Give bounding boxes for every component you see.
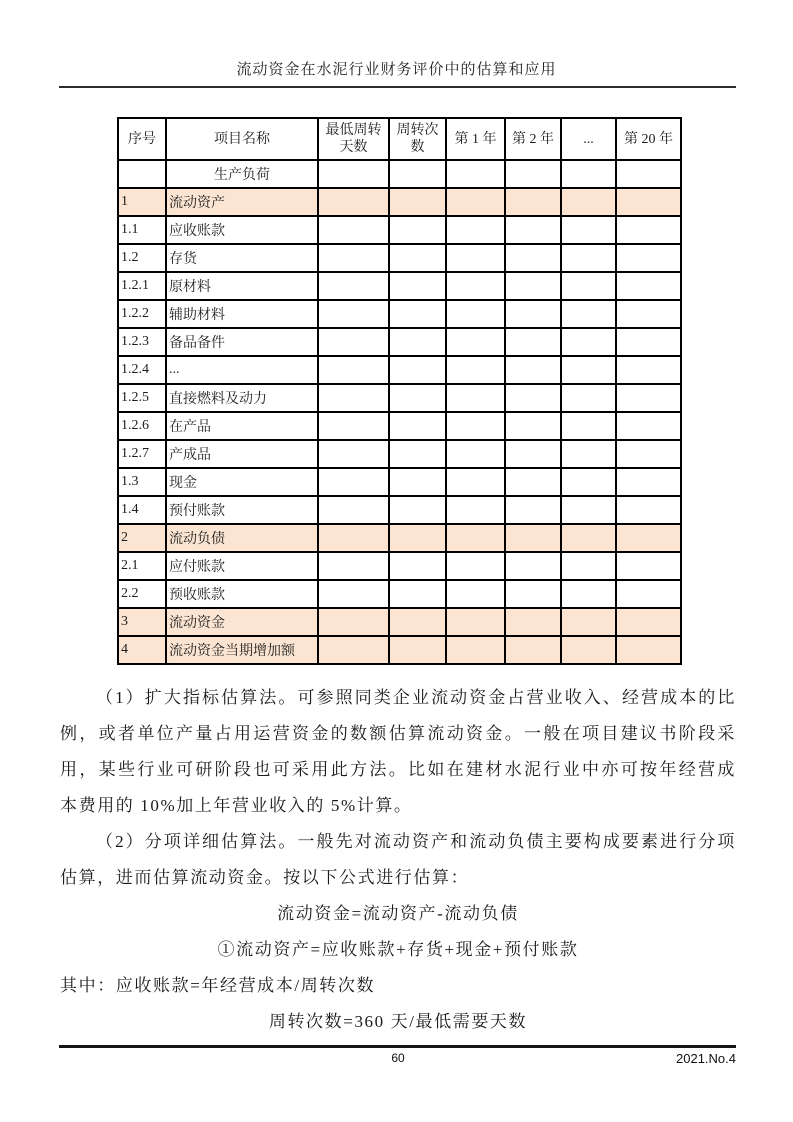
cell-empty-value — [389, 468, 446, 496]
cell-item-name: 现金 — [166, 468, 318, 496]
cell-empty-value — [318, 356, 389, 384]
cell-empty-value — [616, 188, 681, 216]
cell-empty-value — [616, 440, 681, 468]
cell-empty-value — [616, 608, 681, 636]
paragraph-line: 例，或者单位产量占用运营资金的数额估算流动资金。一般在项目建议书阶段采 — [60, 724, 736, 743]
cell-empty-value — [561, 384, 616, 412]
cell-empty-value — [389, 244, 446, 272]
cell-empty-value — [616, 412, 681, 440]
cell-empty-value — [616, 384, 681, 412]
cell-empty-value — [561, 552, 616, 580]
cell-empty-value — [318, 272, 389, 300]
body-text — [60, 680, 736, 1040]
cell-empty-value — [616, 244, 681, 272]
table-row — [118, 272, 681, 300]
cell-empty-value — [389, 552, 446, 580]
paragraph-line: 用，某些行业可研阶段也可采用此方法。比如在建材水泥行业中亦可按年经营成 — [60, 760, 736, 779]
table-row — [118, 328, 681, 356]
cell-serial-number: 4 — [118, 636, 166, 664]
cell-empty-value — [616, 272, 681, 300]
cell-empty-value — [389, 272, 446, 300]
cell-empty-value — [561, 300, 616, 328]
cell-empty-value — [389, 356, 446, 384]
cell-empty-value — [505, 356, 561, 384]
cell-item-name: ... — [166, 356, 318, 384]
cell-empty-value — [446, 496, 505, 524]
cell-empty-value — [446, 468, 505, 496]
table-row — [118, 412, 681, 440]
table-row — [118, 468, 681, 496]
formula-line: 流动资金=流动资产-流动负债 — [277, 904, 519, 923]
cell-empty-value — [446, 412, 505, 440]
paragraph-line: （1）扩大指标估算法。可参照同类企业流动资金占营业收入、经营成本的比 — [96, 688, 736, 707]
cell-serial-number: 3 — [118, 608, 166, 636]
cell-serial-number: 2.1 — [118, 552, 166, 580]
cell-empty-value — [446, 384, 505, 412]
cell-item-name: 备品备件 — [166, 328, 318, 356]
cell-item-name: 应付账款 — [166, 552, 318, 580]
cell-empty-value — [505, 412, 561, 440]
cell-empty-value — [505, 216, 561, 244]
table-header-row — [118, 118, 681, 160]
running-head-title: 流动资金在水泥行业财务评价中的估算和应用 — [236, 62, 557, 78]
cell-empty-value — [318, 328, 389, 356]
cell-empty-value — [505, 636, 561, 664]
cell-empty-value — [389, 496, 446, 524]
cell-empty-value — [616, 580, 681, 608]
cell-serial-number: 1.2.5 — [118, 384, 166, 412]
cell-empty-value — [616, 636, 681, 664]
cell-empty-value — [389, 440, 446, 468]
cell-empty-value — [318, 412, 389, 440]
cell-serial-number — [118, 160, 166, 188]
cell-empty-value — [561, 188, 616, 216]
cell-empty-value — [616, 496, 681, 524]
table-row — [118, 496, 681, 524]
table-row — [118, 608, 681, 636]
cell-empty-value — [446, 356, 505, 384]
cell-item-name: 预付账款 — [166, 496, 318, 524]
cell-item-name: 产成品 — [166, 440, 318, 468]
cell-empty-value — [561, 580, 616, 608]
cell-empty-value — [389, 524, 446, 552]
paragraph-line: 本费用的 10%加上年营业收入的 5%计算。 — [60, 796, 413, 815]
cell-empty-value — [505, 608, 561, 636]
cell-serial-number: 1.2.2 — [118, 300, 166, 328]
cell-empty-value — [446, 636, 505, 664]
header-rule — [59, 86, 736, 88]
column-header: 第 20 年 — [616, 118, 681, 160]
table-row — [118, 160, 681, 188]
table-row — [118, 636, 681, 664]
cell-empty-value — [389, 636, 446, 664]
cell-empty-value — [389, 216, 446, 244]
page-number: 60 — [391, 1051, 405, 1065]
cell-empty-value — [446, 328, 505, 356]
column-header: 第 1 年 — [446, 118, 505, 160]
formula-line: ①流动资产=应收账款+存货+现金+预付账款 — [217, 940, 579, 959]
paragraph-line: （2）分项详细估算法。一般先对流动资产和流动负债主要构成要素进行分项 — [96, 832, 736, 851]
cell-empty-value — [616, 328, 681, 356]
table-container — [117, 117, 682, 665]
cell-empty-value — [561, 412, 616, 440]
cell-empty-value — [318, 244, 389, 272]
cell-item-name: 在产品 — [166, 412, 318, 440]
cell-empty-value — [616, 524, 681, 552]
cell-empty-value — [446, 580, 505, 608]
table-row — [118, 356, 681, 384]
cell-empty-value — [389, 188, 446, 216]
cell-empty-value — [446, 272, 505, 300]
cell-empty-value — [505, 440, 561, 468]
cell-item-name: 存货 — [166, 244, 318, 272]
issue-number: 2021.No.4 — [676, 1051, 736, 1066]
cell-item-name: 原材料 — [166, 272, 318, 300]
cell-empty-value — [318, 300, 389, 328]
cell-empty-value — [318, 440, 389, 468]
formula-line: 周转次数=360 天/最低需要天数 — [268, 1012, 528, 1031]
cell-empty-value — [616, 160, 681, 188]
column-header: 项目名称 — [166, 118, 318, 160]
cell-empty-value — [505, 300, 561, 328]
cell-empty-value — [561, 356, 616, 384]
cell-empty-value — [318, 468, 389, 496]
cell-empty-value — [318, 580, 389, 608]
cell-empty-value — [561, 216, 616, 244]
cell-empty-value — [318, 524, 389, 552]
table-row — [118, 384, 681, 412]
cell-serial-number: 1.2.4 — [118, 356, 166, 384]
cell-empty-value — [505, 468, 561, 496]
cell-empty-value — [616, 468, 681, 496]
cell-empty-value — [389, 328, 446, 356]
cell-empty-value — [561, 160, 616, 188]
cell-empty-value — [389, 160, 446, 188]
column-header: 最低周转天数 — [318, 118, 389, 160]
cell-empty-value — [389, 608, 446, 636]
cell-item-name: 流动资金当期增加额 — [166, 636, 318, 664]
cell-empty-value — [561, 496, 616, 524]
paragraph-line: 估算，进而估算流动资金。按以下公式进行估算： — [60, 868, 470, 887]
cell-empty-value — [561, 244, 616, 272]
cell-empty-value — [446, 524, 505, 552]
cell-empty-value — [505, 524, 561, 552]
cell-empty-value — [505, 580, 561, 608]
cell-empty-value — [318, 160, 389, 188]
cell-empty-value — [505, 552, 561, 580]
cell-empty-value — [505, 328, 561, 356]
cell-item-name: 辅助材料 — [166, 300, 318, 328]
cell-item-name: 直接燃料及动力 — [166, 384, 318, 412]
cell-empty-value — [616, 300, 681, 328]
cell-empty-value — [561, 468, 616, 496]
cell-empty-value — [505, 384, 561, 412]
cell-item-name: 预收账款 — [166, 580, 318, 608]
table-row — [118, 440, 681, 468]
cell-empty-value — [389, 300, 446, 328]
cell-empty-value — [561, 272, 616, 300]
cell-serial-number: 1.2.3 — [118, 328, 166, 356]
cell-item-name: 流动资金 — [166, 608, 318, 636]
table-row — [118, 552, 681, 580]
cell-empty-value — [446, 608, 505, 636]
cell-empty-value — [318, 188, 389, 216]
cell-empty-value — [505, 160, 561, 188]
cell-empty-value — [318, 608, 389, 636]
cell-empty-value — [389, 580, 446, 608]
cell-empty-value — [446, 188, 505, 216]
cell-empty-value — [318, 216, 389, 244]
cell-empty-value — [505, 496, 561, 524]
cell-item-name: 应收账款 — [166, 216, 318, 244]
cell-empty-value — [616, 356, 681, 384]
cell-item-name: 流动负债 — [166, 524, 318, 552]
footer-rule — [59, 1045, 736, 1048]
cell-serial-number: 1.2 — [118, 244, 166, 272]
column-header: 序号 — [118, 118, 166, 160]
cell-empty-value — [446, 440, 505, 468]
cell-empty-value — [446, 160, 505, 188]
cell-serial-number: 1 — [118, 188, 166, 216]
cell-serial-number: 1.4 — [118, 496, 166, 524]
cell-empty-value — [505, 188, 561, 216]
table-row — [118, 580, 681, 608]
formula-line: 其中：应收账款=年经营成本/周转次数 — [60, 976, 376, 995]
cell-empty-value — [389, 384, 446, 412]
cell-item-name: 生产负荷 — [166, 160, 318, 188]
table-row — [118, 188, 681, 216]
cell-empty-value — [446, 300, 505, 328]
cell-empty-value — [389, 412, 446, 440]
cell-empty-value — [318, 552, 389, 580]
cell-empty-value — [561, 636, 616, 664]
table-row — [118, 300, 681, 328]
cell-empty-value — [561, 608, 616, 636]
cell-empty-value — [446, 244, 505, 272]
cell-serial-number: 2 — [118, 524, 166, 552]
cell-serial-number: 1.3 — [118, 468, 166, 496]
column-header: 周转次数 — [389, 118, 446, 160]
column-header: ... — [561, 118, 616, 160]
cell-empty-value — [318, 384, 389, 412]
cell-empty-value — [446, 552, 505, 580]
cell-serial-number: 2.2 — [118, 580, 166, 608]
cell-serial-number: 1.2.6 — [118, 412, 166, 440]
cell-empty-value — [446, 216, 505, 244]
cell-serial-number: 1.2.7 — [118, 440, 166, 468]
cell-empty-value — [561, 440, 616, 468]
cell-serial-number: 1.2.1 — [118, 272, 166, 300]
column-header: 第 2 年 — [505, 118, 561, 160]
cell-serial-number: 1.1 — [118, 216, 166, 244]
cell-empty-value — [616, 552, 681, 580]
cell-empty-value — [318, 496, 389, 524]
cell-empty-value — [561, 524, 616, 552]
cell-empty-value — [505, 244, 561, 272]
cell-empty-value — [318, 636, 389, 664]
table-row — [118, 244, 681, 272]
working-capital-estimation-table — [117, 117, 682, 665]
cell-empty-value — [505, 272, 561, 300]
cell-item-name: 流动资产 — [166, 188, 318, 216]
cell-empty-value — [616, 216, 681, 244]
table-row — [118, 216, 681, 244]
cell-empty-value — [561, 328, 616, 356]
table-row — [118, 524, 681, 552]
